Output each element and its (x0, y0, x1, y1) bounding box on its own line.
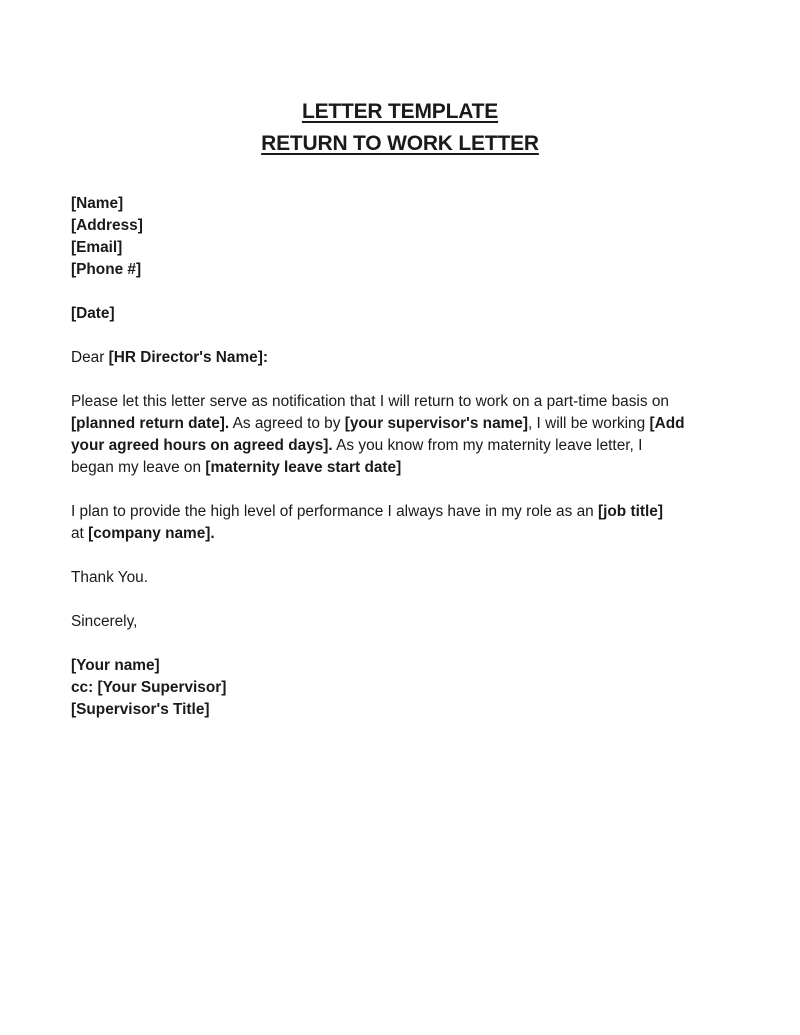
spacer (71, 281, 739, 303)
spacer (71, 479, 739, 501)
signature-block (71, 655, 739, 721)
p2-l1-text: I plan to provide the high level of performance I always have in my role as an (71, 503, 598, 520)
paragraph1-line2 (71, 413, 739, 435)
paragraph2-line1 (71, 501, 739, 523)
paragraph-performance (71, 501, 739, 545)
letter-title (0, 96, 800, 160)
salutation (71, 347, 739, 369)
p1-l2-text1: As agreed to by (229, 415, 345, 432)
p1-agreed-hours: your agreed hours on agreed days]. (71, 437, 333, 454)
sender-email: [Email] (71, 239, 123, 256)
signature-your-name: [Your name] (71, 657, 160, 674)
spacer (71, 325, 739, 347)
paragraph1-line4 (71, 457, 739, 479)
p1-planned-return-date: [planned return date]. (71, 415, 230, 432)
p1-l3-text1: As you know from my maternity leave letter, I (332, 437, 643, 454)
spacer (71, 369, 739, 391)
p1-leave-start-date: [maternity leave start date] (205, 459, 402, 476)
spacer (71, 545, 739, 567)
p1-l1-text: Please let this letter serve as notification that I will return to work on a part-time basis on (71, 393, 669, 410)
salutation-recipient: [HR Director's Name]: (108, 349, 268, 366)
p2-job-title: [job title] (598, 503, 663, 520)
letter-date: [Date] (71, 305, 115, 322)
signature-supervisor-title: [Supervisor's Title] (71, 701, 210, 718)
p1-add-hours-start: [Add (649, 415, 685, 432)
paragraph-notification (71, 391, 739, 479)
paragraph1-line1 (71, 391, 739, 413)
p1-supervisor-name: [your supervisor's name] (344, 415, 528, 432)
sender-name: [Name] (71, 195, 124, 212)
paragraph1-line3 (71, 435, 739, 457)
thanks-line: Thank You. (71, 569, 149, 586)
title-line-1: LETTER TEMPLATE (301, 100, 499, 123)
spacer (71, 633, 739, 655)
sender-phone: [Phone #] (71, 261, 142, 278)
p1-l4-text1: began my leave on (71, 459, 206, 476)
p1-l2-text2: , I will be working (528, 415, 650, 432)
p2-company-name: [company name]. (88, 525, 215, 542)
p2-l2-text: at (71, 525, 89, 542)
sender-block (71, 193, 739, 281)
closing-line: Sincerely, (71, 613, 138, 630)
paragraph2-line2 (71, 523, 739, 545)
signature-cc: cc: [Your Supervisor] (71, 679, 227, 696)
sender-address: [Address] (71, 217, 143, 234)
title-line-2: RETURN TO WORK LETTER (261, 132, 539, 155)
spacer (71, 589, 739, 611)
letter-body (71, 193, 739, 721)
salutation-prefix: Dear (71, 349, 109, 366)
